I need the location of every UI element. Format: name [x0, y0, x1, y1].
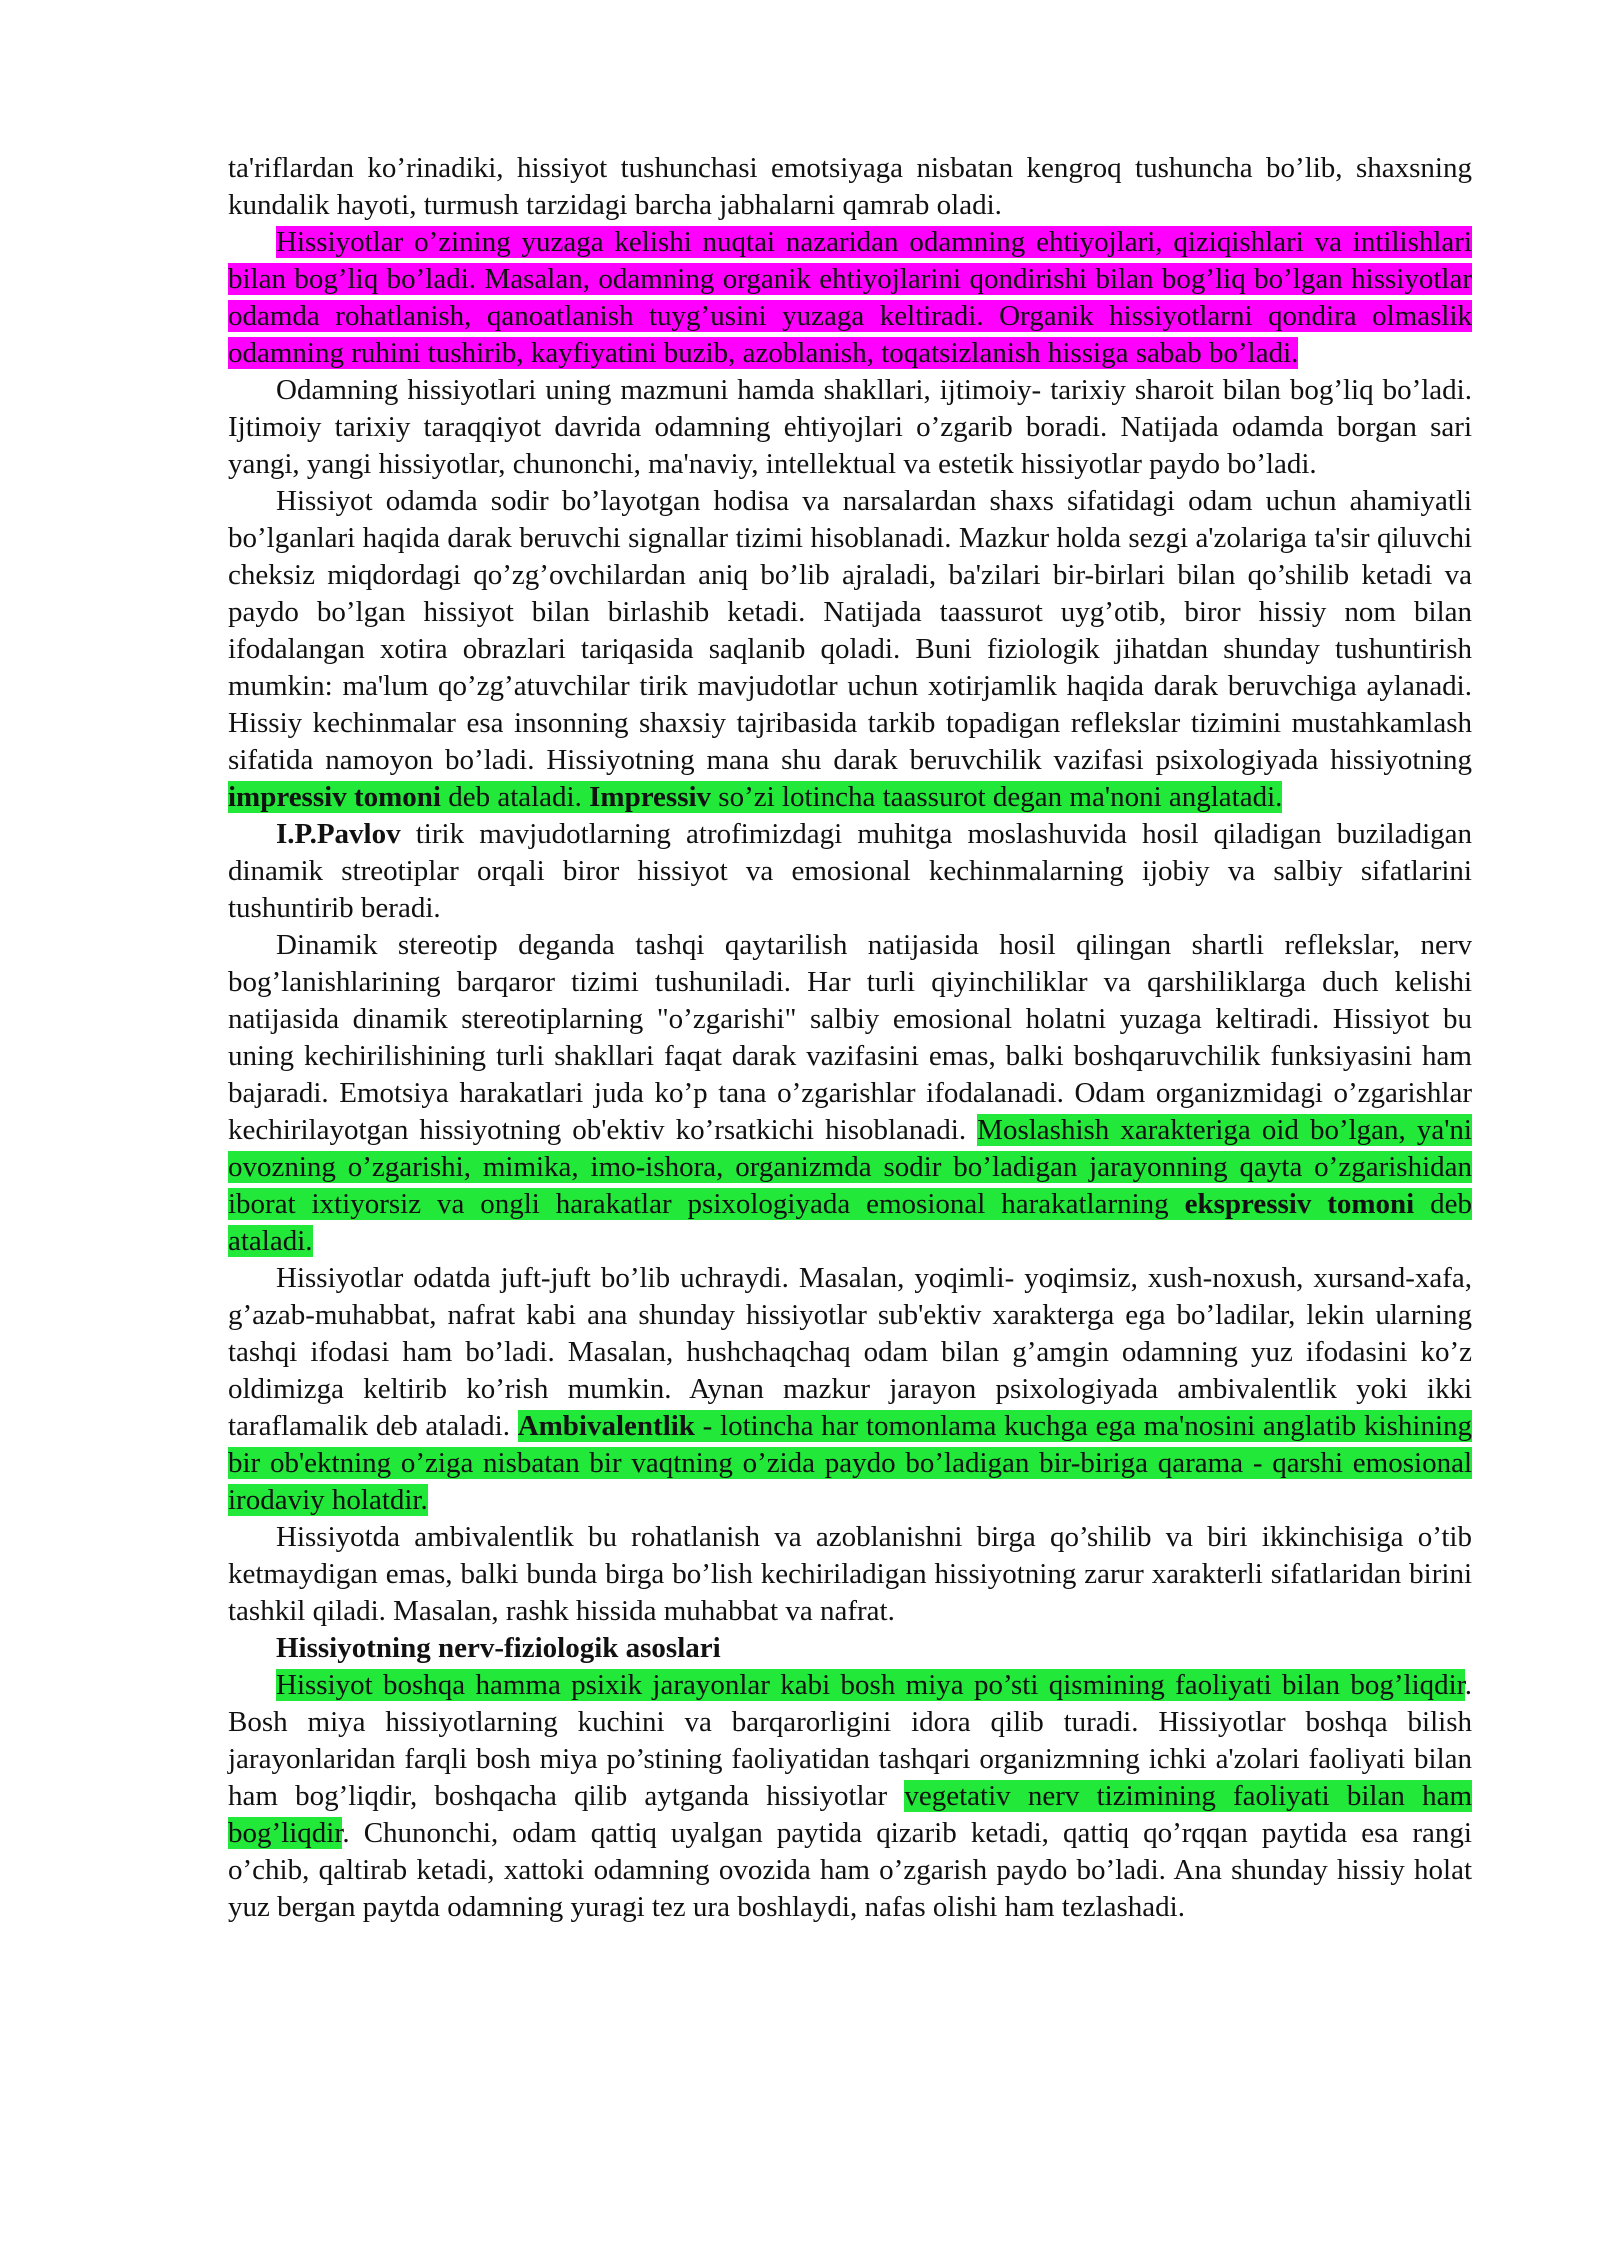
highlighted-text: Hissiyot boshqa hamma psixik jarayonlar kabi bosh miya po’sti qismining faoliyati bilan bog’liqdir	[276, 1669, 1465, 1701]
text-run: Hissiyot odamda sodir bo’layotgan hodisa va narsalardan shaxs sifatidagi odam uchun ahamiyatli bo’lganlari haqida darak beruvchi signallar tizimi hisoblanadi. Mazkur holda sezgi a'zolariga ta'sir qiluvchi cheksiz miqdordagi qo’zg’ovchilardan aniq bo’lib ajraladi, ba'zilari bir-birlari bilan qo’shilib ketadi va paydo bo’lgan hissiyot bilan birlashib ketadi. Natijada taassurot uyg’otib, biror hissiy nom bilan ifodalangan xotira obrazlari tariqasida saqlanib qoladi. Buni fiziologik jihatdan shunday tushuntirish mumkin: ma'lum qo’zg’atuvchilar tirik mavjudotlar uchun xotirjamlik haqida darak beruvchiga aylanadi. Hissiy kechinmalar esa insonning shaxsiy tajribasida tarkib topadigan reflekslar tizimini mustahkamlash sifatida namoyon bo’ladi. Hissiyotning mana shu darak beruvchilik vazifasi psixologiyada hissiyotning	[228, 485, 1472, 776]
paragraph	[228, 224, 1472, 372]
highlighted-text: deb ataladi.	[440, 781, 590, 813]
text-run: Dinamik stereotip deganda tashqi qaytarilish natijasida hosil qilingan shartli reflekslar, nerv bog’lanishlarining barqaror tizimi tushuniladi. Har turli qiyinchiliklar va qarshiliklarga duch kelishi natijasida dinamik stereotiplarning "o’zgarishi" salbiy emosional holatni yuzaga keltiradi. Hissiyot bu uning kechirilishining turli shakllari faqat darak vazifasini emas, balki boshqaruvchilik funksiyasini ham bajaradi. Emotsiya harakatlari juda ko’p tana o’zgarishlar ifodalanadi. Odam organizmidagi o’zgarishlar kechirilayotgan hissiyotning ob'ektiv ko’rsatkichi hisoblanadi.	[228, 929, 1472, 1146]
highlighted-text: vegetativ nerv tizimining faoliyati bilan ham bog’liqdir	[228, 1780, 1472, 1849]
highlighted-text: Ambivalentlik	[517, 1410, 695, 1442]
paragraph	[228, 1260, 1472, 1519]
paragraph	[228, 1667, 1472, 1926]
highlighted-text: Impressiv	[589, 781, 712, 813]
section-heading	[228, 1630, 1472, 1667]
bold-text: Hissiyotning nerv-fiziologik asoslari	[276, 1632, 721, 1664]
paragraph	[228, 927, 1472, 1260]
text-run: . Chunonchi, odam qattiq uyalgan paytida qizarib ketadi, qattiq qo’rqqan paytida esa rangi o’chib, qaltirab ketadi, xattoki odamning ovozida ham o’zgarish paydo bo’ladi. Ana shunday hissiy holat yuz bergan paytda odamning yuragi tez ura boshlaydi, nafas olishi ham tezlashadi.	[228, 1817, 1472, 1923]
highlighted-text: deb ataladi.	[228, 1188, 1472, 1257]
highlighted-text: ekspressiv tomoni	[1184, 1188, 1415, 1220]
text-run: tirik mavjudotlarning atrofimizdagi muhitga moslashuvida hosil qiladigan buziladigan dinamik streotiplar orqali biror hissiyot va emosional kechinmalarning ijobiy va salbiy sifatlarini tushuntirib beradi.	[228, 818, 1472, 924]
text-run: ta'riflardan ko’rinadiki, hissiyot tushunchasi emotsiyaga nisbatan kengroq tushuncha bo’lib, shaxsning kundalik hayoti, turmush tarzidagi barcha jabhalarni qamrab oladi.	[228, 152, 1472, 221]
bold-text: I.P.Pavlov	[276, 818, 401, 850]
text-run: . Bosh miya hissiyotlarning kuchini va barqarorligini idora qilib turadi. Hissiyotlar boshqa bilish jarayonlaridan farqli bosh miya po’stining faoliyatidan tashqari organizmning ichki a'zolari faoliyati bilan ham bog’liqdir, boshqacha qilib aytganda hissiyotlar	[228, 1669, 1472, 1812]
text-run: Odamning hissiyotlari uning mazmuni hamda shakllari, ijtimoiy- tarixiy sharoit bilan bog’liq bo’ladi. Ijtimoiy tarixiy taraqqiyot davrida odamning ehtiyojlari o’zgarib boradi. Natijada odamda borgan sari yangi, yangi hissiyotlar, chunonchi, ma'naviy, intellektual va estetik hissiyotlar paydo bo’ladi.	[228, 374, 1472, 480]
highlighted-text: - lotincha har tomonlama kuchga ega ma'nosini anglatib kishining bir ob'ektning o’ziga nisbatan bir vaqtning o’zida paydo bo’ladigan bir-biriga qarama - qarshi emosional irodaviy holatdir.	[228, 1410, 1472, 1516]
paragraph	[228, 483, 1472, 816]
document-page	[228, 150, 1472, 1926]
highlighted-text: Hissiyotlar o’zining yuzaga kelishi nuqtai nazaridan odamning ehtiyojlari, qiziqishlari va intilishlari bilan bog’liq bo’ladi. Masalan, odamning organik ehtiyojlarini qondirishi bilan bog’liq bo’lgan hissiyotlar odamda rohatlanish, qanoatlanish tuyg’usini yuzaga keltiradi. Organik hissiyotlarni qondira olmaslik odamning ruhini tushirib, kayfiyatini buzib, azoblanish, toqatsizlanish hissiga sabab bo’ladi.	[228, 226, 1472, 369]
text-run: Hissiyotlar odatda juft-juft bo’lib uchraydi. Masalan, yoqimli- yoqimsiz, xush-noxush, xursand-xafa, g’azab-muhabbat, nafrat kabi ana shunday hissiyotlar sub'ektiv xarakterga ega bo’ladilar, lekin ularning tashqi ifodasi ham bo’ladi. Masalan, hushchaqchaq odam bilan g’amgin odamning yuz ifodasini ko’z oldimizga keltirib ko’rish mumkin. Aynan mazkur jarayon psixologiyada ambivalentlik yoki ikki taraflamalik deb ataladi.	[228, 1262, 1472, 1442]
highlighted-text: so’zi lotincha taassurot degan ma'noni anglatadi.	[711, 781, 1283, 813]
paragraph	[228, 1519, 1472, 1630]
text-run: Hissiyotda ambivalentlik bu rohatlanish va azoblanishni birga qo’shilib va biri ikkinchisiga o’tib ketmaydigan emas, balki bunda birga bo’lish kechiriladigan hissiyotning zarur xarakterli sifatlaridan birini tashkil qiladi. Masalan, rashk hissida muhabbat va nafrat.	[228, 1521, 1472, 1627]
paragraph	[228, 150, 1472, 224]
paragraph	[228, 816, 1472, 927]
highlighted-text: Moslashish xarakteriga oid bo’lgan, ya'ni ovozning o’zgarishi, mimika, imo-ishora, organizmda sodir bo’ladigan jarayonning qayta o’zgarishidan iborat ixtiyorsiz va ongli harakatlar psixologiyada emosional harakatlarning	[228, 1114, 1472, 1220]
highlighted-text: impressiv tomoni	[228, 781, 441, 813]
paragraph	[228, 372, 1472, 483]
